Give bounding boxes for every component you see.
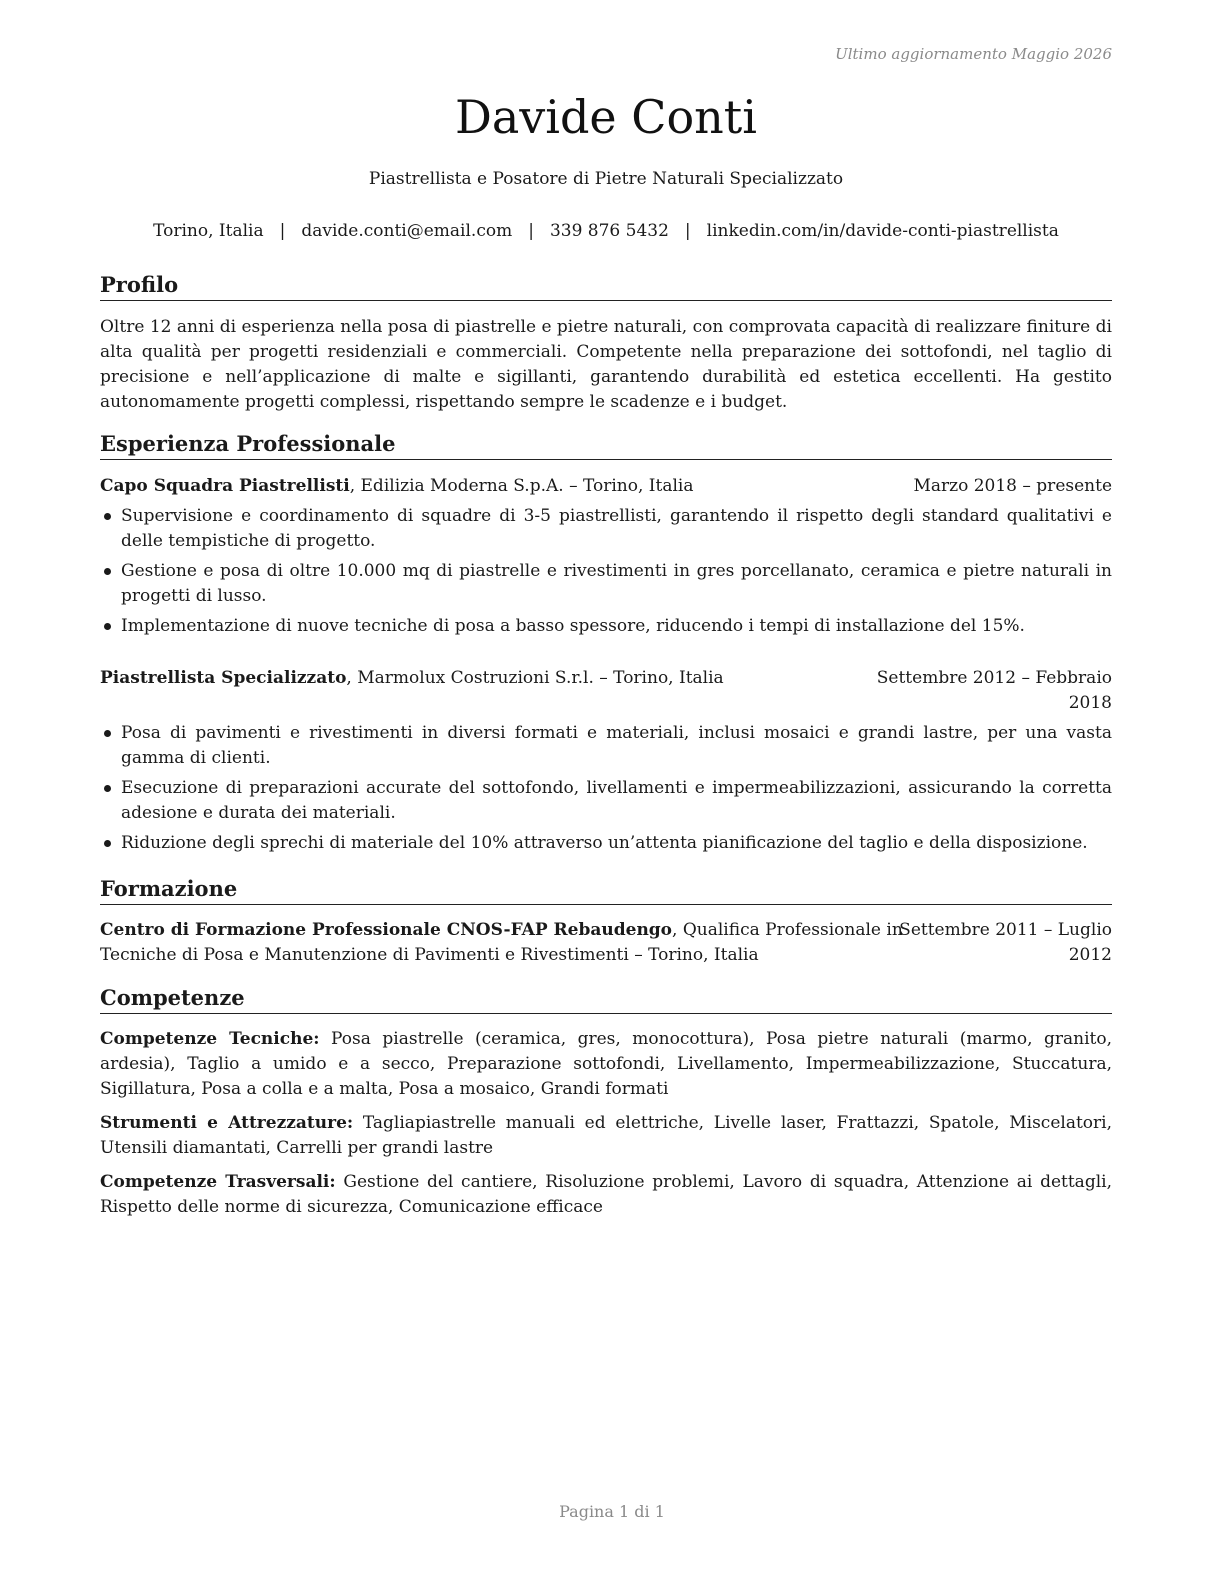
education-line: Tecniche di Posa e Manutenzione di Pavimenti e Rivestimenti – Torino, Italia — [100, 945, 759, 965]
job-role: Capo Squadra Piastrellisti — [100, 476, 350, 496]
job-dates — [877, 666, 1112, 716]
page-number: Pagina 1 di 1 — [559, 1502, 665, 1521]
contact-location: Torino, Italia — [153, 221, 264, 241]
education-entry — [100, 918, 1112, 968]
job-role: Piastrellista Specializzato — [100, 668, 347, 688]
bullet-icon — [104, 840, 111, 847]
job-header — [100, 474, 1112, 499]
bullet-icon — [104, 513, 111, 520]
job-header — [100, 666, 1112, 716]
skills-text: Posa piastrelle (ceramica, gres, monocottura), Posa pietre naturali (marmo, granito, ardesia), Taglio a umido e a secco, Preparazione sottofondi, Livellamento, Impermeabilizzazione, Stuccatura, Sigillatura, Posa a colla e a malta, Posa a mosaico, Grandi formati — [100, 1029, 1112, 1099]
job-dates-line: 2018 — [1068, 693, 1112, 713]
contact-phone: 339 876 5432 — [549, 221, 669, 241]
job-role-company — [100, 474, 693, 499]
skills-soft — [100, 1170, 1112, 1220]
contact-line — [100, 220, 1112, 242]
job-company: , Marmolux Costruzioni S.r.l. – Torino, Italia — [346, 668, 724, 688]
job-bullets — [100, 504, 1112, 644]
profile-text: Oltre 12 anni di esperienza nella posa di piastrelle e pietre naturali, con comprovata capacità di realizzare finiture di alta qualità per progetti residenziali e commerciali. Competente nella preparazione dei sottofondi, nel taglio di precisione e nell’applicazione di malte e sigillanti, garantendo durabilità ed estetica eccellenti. Ha gestito autonomamente progetti complessi, rispettando sempre le scadenze e i budget. — [100, 317, 1112, 412]
contact-separator: | — [279, 221, 286, 241]
education-dates — [899, 918, 1112, 968]
job-title: Piastrellista e Posatore di Pietre Naturali Specializzato — [368, 169, 844, 189]
skills-label: Competenze Trasversali: — [100, 1172, 336, 1192]
bullet-text: Supervisione e coordinamento di squadre di 3-5 piastrellisti, garantendo il rispetto degli standard qualitativi e delle tempistiche di progetto. — [121, 506, 1112, 551]
section-title-education: Formazione — [100, 875, 1112, 905]
bullet-text: Implementazione di nuove tecniche di posa a basso spessore, riducendo i tempi di installazione del 15%. — [121, 616, 1025, 636]
contact-separator: | — [684, 221, 691, 241]
education-dates-line: Settembre 2011 – Luglio — [899, 920, 1112, 940]
bullet-icon — [104, 568, 111, 575]
bullet-icon — [104, 730, 111, 737]
bullet-text: Posa di pavimenti e rivestimenti in diversi formati e materiali, inclusi mosaici e grandi lastre, per una vasta gamma di clienti. — [121, 723, 1112, 768]
bullet-icon — [104, 785, 111, 792]
skills-text: Tagliapiastrelle manuali ed elettriche, Livelle laser, Frattazzi, Spatole, Miscelatori, Utensili diamantati, Carrelli per grandi lastre — [100, 1113, 1112, 1158]
skills-label: Competenze Tecniche: — [100, 1029, 320, 1049]
education-degree: , Qualifica Professionale in — [672, 920, 903, 940]
job-company: , Edilizia Moderna S.p.A. – Torino, Italia — [349, 476, 694, 496]
job-dates: Marzo 2018 – presente — [913, 476, 1112, 496]
education-details — [100, 918, 980, 968]
skills-tools — [100, 1111, 1112, 1161]
candidate-name: Davide Conti — [454, 90, 757, 144]
last-updated: Ultimo aggiornamento Maggio 2026 — [835, 45, 1112, 63]
contact-linkedin[interactable]: linkedin.com/in/davide-conti-piastrellista — [706, 221, 1059, 241]
education-line — [100, 918, 980, 943]
education-school: Centro di Formazione Professionale CNOS-FAP Rebaudengo — [100, 920, 673, 940]
skills-label: Strumenti e Attrezzature: — [100, 1113, 354, 1133]
job-bullets — [100, 721, 1112, 861]
contact-separator: | — [528, 221, 534, 241]
section-title-profile: Profilo — [100, 271, 1112, 301]
list-item — [100, 776, 1112, 826]
bullet-text: Esecuzione di preparazioni accurate del sottofondo, livellamenti e impermeabilizzazioni, assicurando la corretta adesione e durata dei materiali. — [121, 778, 1112, 823]
job-role-company — [100, 666, 724, 691]
section-title-experience: Esperienza Professionale — [100, 430, 1112, 460]
contact-email[interactable]: davide.conti@email.com — [301, 221, 513, 241]
bullet-icon — [104, 623, 111, 630]
section-title-skills: Competenze — [100, 984, 1112, 1014]
skills-text: Gestione del cantiere, Risoluzione problemi, Lavoro di squadra, Attenzione ai dettagli, Rispetto delle norme di sicurezza, Comunicazione efficace — [100, 1172, 1112, 1217]
list-item — [100, 721, 1112, 771]
skills-technical — [100, 1027, 1112, 1102]
list-item — [100, 614, 1112, 639]
education-dates-line: 2012 — [1068, 945, 1112, 965]
bullet-text: Gestione e posa di oltre 10.000 mq di piastrelle e rivestimenti in gres porcellanato, ceramica e pietre naturali in progetti di lusso. — [121, 561, 1112, 606]
list-item — [100, 831, 1112, 856]
job-dates-line: Settembre 2012 – Febbraio — [876, 668, 1112, 688]
list-item — [100, 504, 1112, 554]
list-item — [100, 559, 1112, 609]
bullet-text: Riduzione degli sprechi di materiale del 10% attraverso un’attenta pianificazione del taglio e della disposizione. — [121, 833, 1088, 853]
